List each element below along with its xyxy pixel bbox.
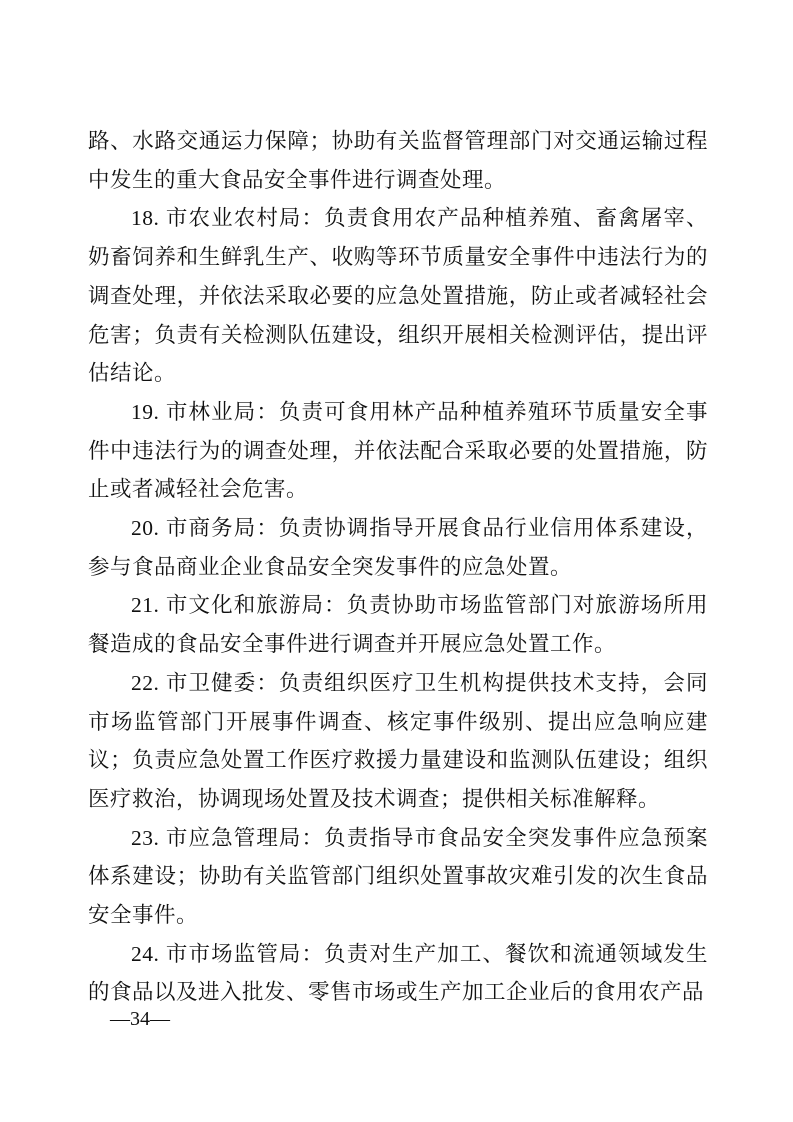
paragraph-item-24: 24. 市市场监管局：负责对生产加工、餐饮和流通领域发生的食品以及进入批发、零售市场或生产加工企业后的食用农产品	[88, 941, 708, 1005]
paragraph-item-23: 23. 市应急管理局：负责指导市食品安全突发事件应急预案体系建设；协助有关监管部门组织处置事故灾难引发的次生食品安全事件。	[88, 825, 708, 928]
page-number: —34—	[110, 1008, 170, 1030]
paragraph-item-20: 20. 市商务局：负责协调指导开展食品行业信用体系建设，参与食品商业企业食品安全突发事件的应急处置。	[88, 516, 708, 579]
paragraph-item-22: 22. 市卫健委：负责组织医疗卫生机构提供技术支持，会同市场监管部门开展事件调查、核定事件级别、提出应急响应建议；负责应急处置工作医疗救援力量建设和监测队伍建设；组织医疗救治，协调现场处置及技术调查；提供相关标准解释。	[88, 670, 708, 811]
document-body	[88, 122, 708, 1012]
paragraph-continuation: 路、水路交通运力保障；协助有关监督管理部门对交通运输过程中发生的重大食品安全事件进行调查处理。	[88, 129, 708, 192]
paragraph-item-18: 18. 市农业农村局：负责食用农产品种植养殖、畜禽屠宰、奶畜饲养和生鲜乳生产、收购等环节质量安全事件中违法行为的调查处理，并依法采取必要的应急处置措施，防止或者减轻社会危害；负责有关检测队伍建设，组织开展相关检测评估，提出评估结论。	[88, 206, 708, 386]
paragraph-item-19: 19. 市林业局：负责可食用林产品种植养殖环节质量安全事件中违法行为的调查处理，并依法配合采取必要的处置措施，防止或者减轻社会危害。	[88, 399, 708, 502]
paragraph-item-21: 21. 市文化和旅游局：负责协助市场监管部门对旅游场所用餐造成的食品安全事件进行调查并开展应急处置工作。	[88, 593, 708, 657]
